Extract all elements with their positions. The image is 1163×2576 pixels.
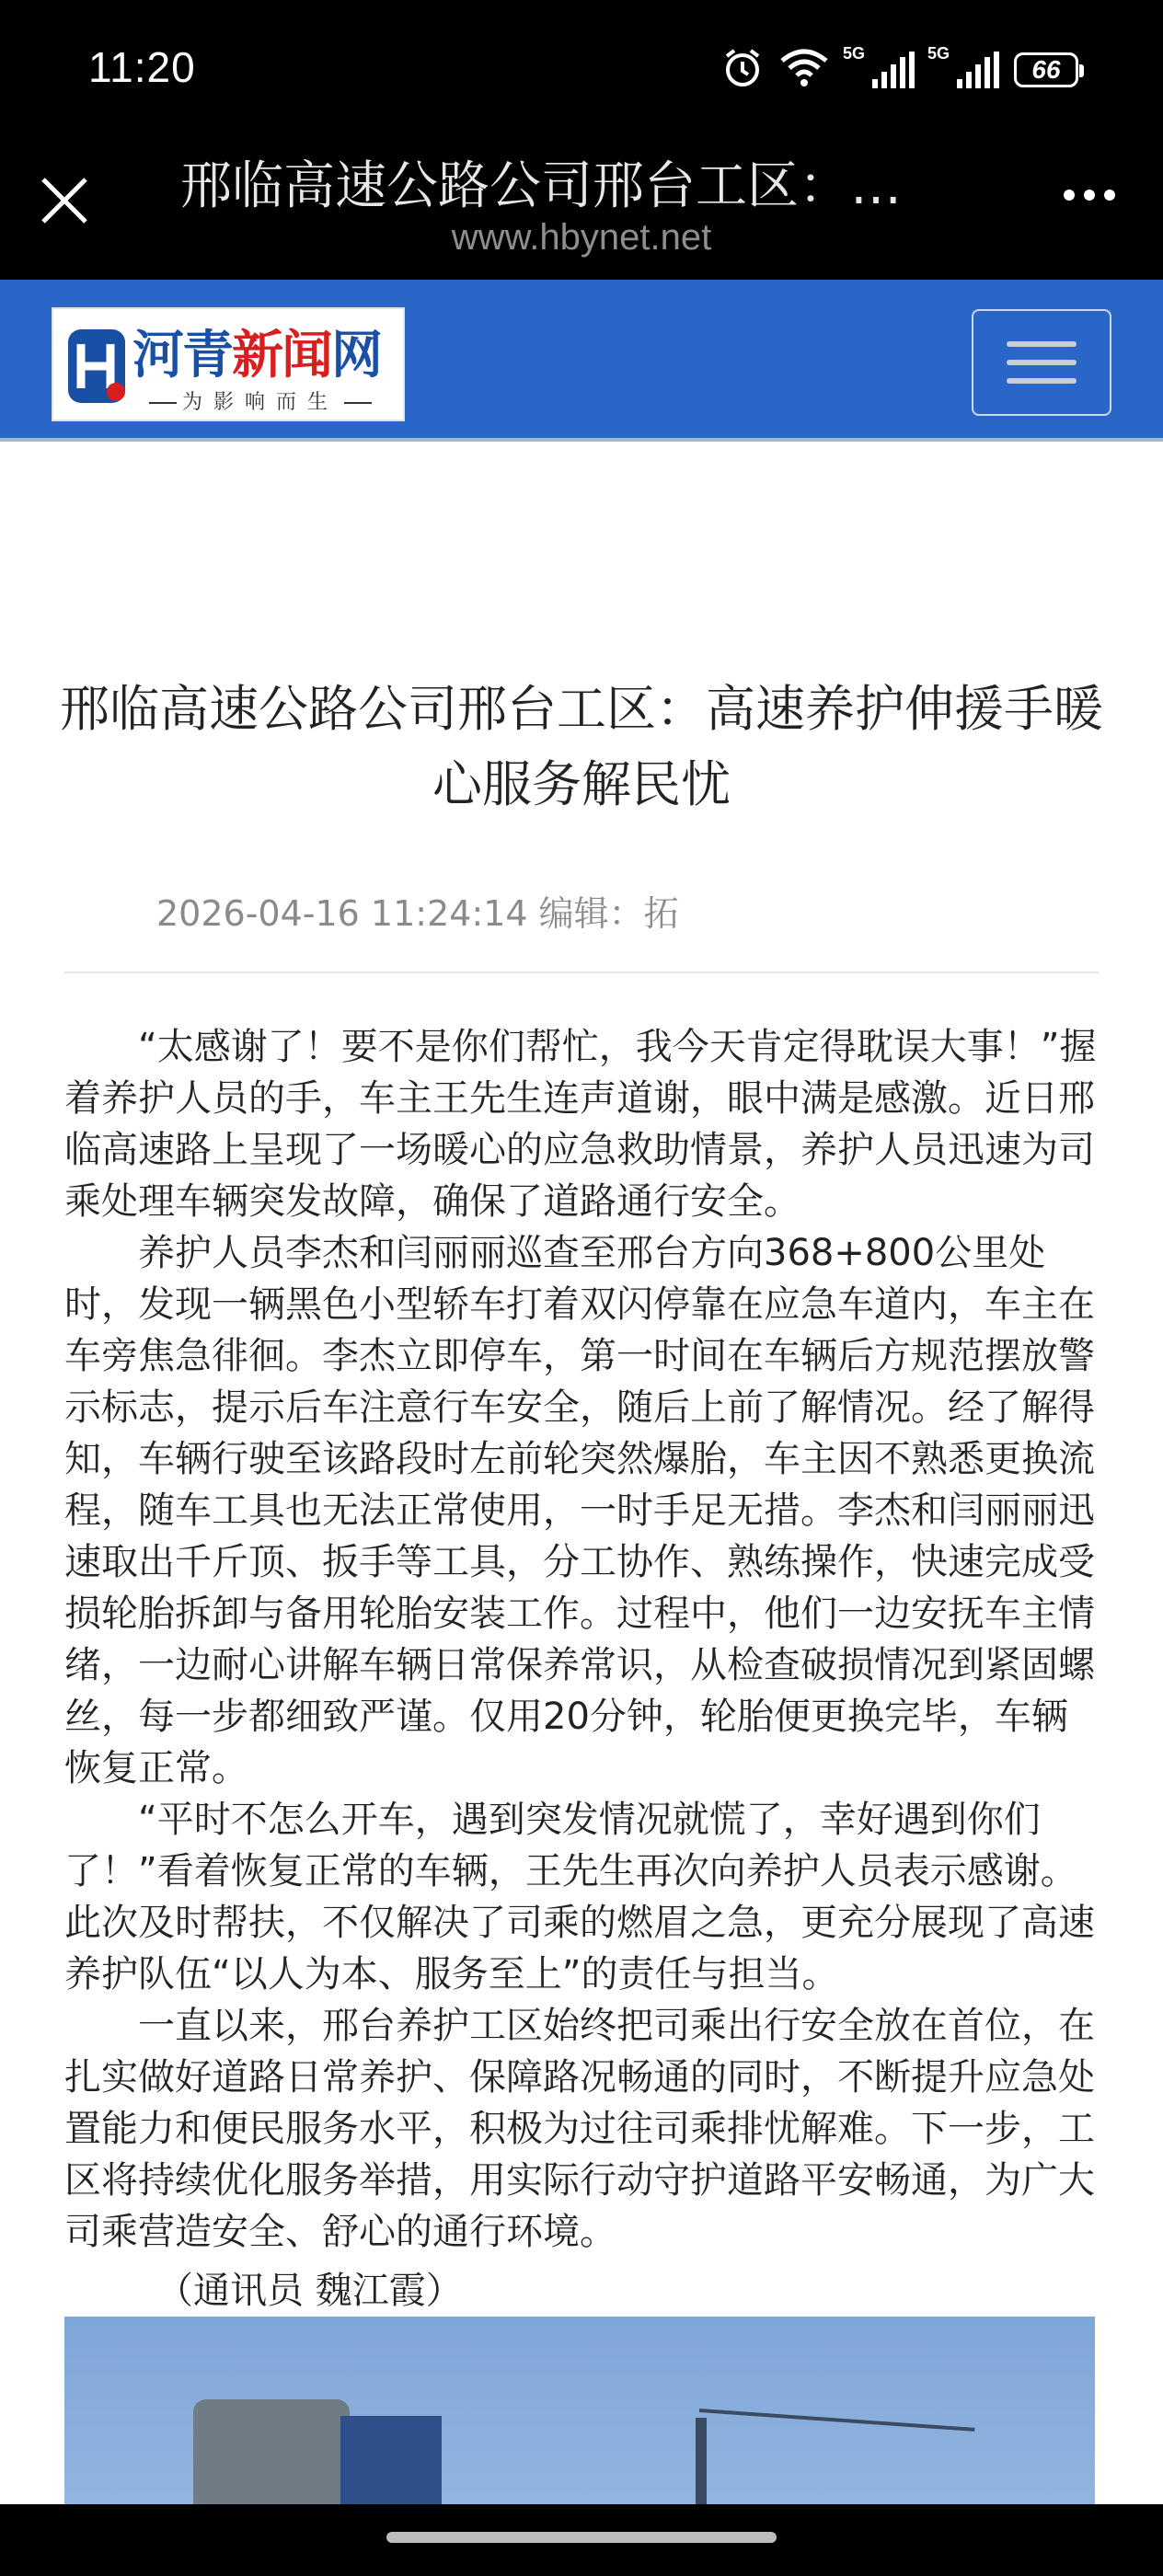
article-paragraph: 一直以来，邢台养护工区始终把司乘出行安全放在首位，在扎实做好道路日常养护、保障路况畅通的同时，不断提升应急处置能力和便民服务水平，积极为过往司乘排忧解难。下一步，工区将持续优化服务举措，用实际行动守护道路平安畅通，为广大司乘营造安全、舒心的通行环境。: [64, 2005, 1095, 2253]
article-title: 邢临高速公路公司邢台工区：高速养护伸援手暖心服务解民忧: [60, 680, 1103, 813]
site-logo[interactable]: [52, 307, 405, 421]
more-dot-icon: [1104, 190, 1115, 201]
browser-toolbar: [0, 138, 1163, 280]
article-paragraph: “平时不怎么开车，遇到突发情况就慌了，幸好遇到你们了！”看着恢复正常的车辆，王先生再次向养护人员表示感谢。此次及时帮扶，不仅解决了司乘的燃眉之急，更充分展现了高速养护队伍“以人为本、服务至上”的责任与担当。: [64, 1799, 1095, 1995]
status-time: 11:20: [88, 43, 196, 91]
hamburger-line-icon: [1007, 341, 1077, 347]
photo-pole: [696, 2418, 707, 2506]
home-indicator[interactable]: [386, 2532, 777, 2543]
article-meta: 2026-04-16 11:24:14 编辑：拓: [156, 893, 679, 934]
system-nav-bar: [0, 2504, 1163, 2576]
logo-slogan: 为影响而生: [144, 386, 377, 415]
battery-icon: [1014, 52, 1078, 87]
battery-level: 66: [1031, 55, 1061, 84]
site-header: [0, 280, 1163, 442]
logo-text: 河青新闻网: [132, 326, 381, 385]
signal-network-label-2: 5G: [927, 44, 950, 63]
article-byline: （通讯员 魏江霞）: [156, 2270, 463, 2312]
hamburger-line-icon: [1007, 378, 1077, 384]
status-bar: [0, 0, 1163, 138]
article-paragraph: “太感谢了！要不是你们帮忙，我今天肯定得耽误大事！”握着养护人员的手，车主王先生连声道谢，眼中满是感激。近日邢临高速路上呈现了一场暖心的应急救助情景，养护人员迅速为司乘处理车辆突发故障，确保了道路通行安全。: [64, 1026, 1097, 1223]
browser-url[interactable]: www.hbynet.net: [451, 217, 712, 258]
menu-button[interactable]: [972, 309, 1111, 416]
logo-mark-icon: [63, 322, 132, 410]
photo-wire: [699, 2409, 975, 2432]
article-body: [64, 1021, 1099, 2258]
browser-page-title: 邢临高速公路公司邢台工区：…: [180, 156, 902, 216]
article-photo[interactable]: [64, 2317, 1095, 2506]
cellular-signal-icon-2: [927, 44, 999, 88]
divider: [64, 972, 1099, 973]
wifi-icon: [778, 48, 830, 92]
more-dot-icon: [1064, 190, 1075, 201]
article-paragraph: 养护人员李杰和闫丽丽巡查至邢台方向368+800公里处时，发现一辆黑色小型轿车打着双闪停靠在应急车道内，车主在车旁焦急徘徊。李杰立即停车，第一时间在车辆后方规范摆放警示标志，提示后车注意行车安全，随后上前了解情况。经了解得知，车辆行驶至该路段时左前轮突然爆胎，车主因不熟悉更换流程，随车工具也无法正常使用，一时手足无措。李杰和闫丽丽迅速取出千斤顶、扳手等工具，分工协作、熟练操作，快速完成受损轮胎拆卸与备用轮胎安装工作。过程中，他们一边安抚车主情绪，一边耐心讲解车辆日常保养常识，从检查破损情况到紧固螺丝，每一步都细致严谨。仅用20分钟，轮胎便更换完毕，车辆恢复正常。: [64, 1232, 1095, 1789]
status-icons: [721, 44, 1078, 96]
more-dot-icon: [1084, 190, 1095, 201]
alarm-icon: [721, 47, 764, 93]
more-options-button[interactable]: [1064, 190, 1115, 201]
signal-network-label: 5G: [843, 44, 866, 63]
photo-truck: [193, 2399, 350, 2506]
photo-truck-cab: [340, 2416, 442, 2506]
hamburger-line-icon: [1007, 360, 1077, 365]
cellular-signal-icon: [843, 44, 915, 88]
